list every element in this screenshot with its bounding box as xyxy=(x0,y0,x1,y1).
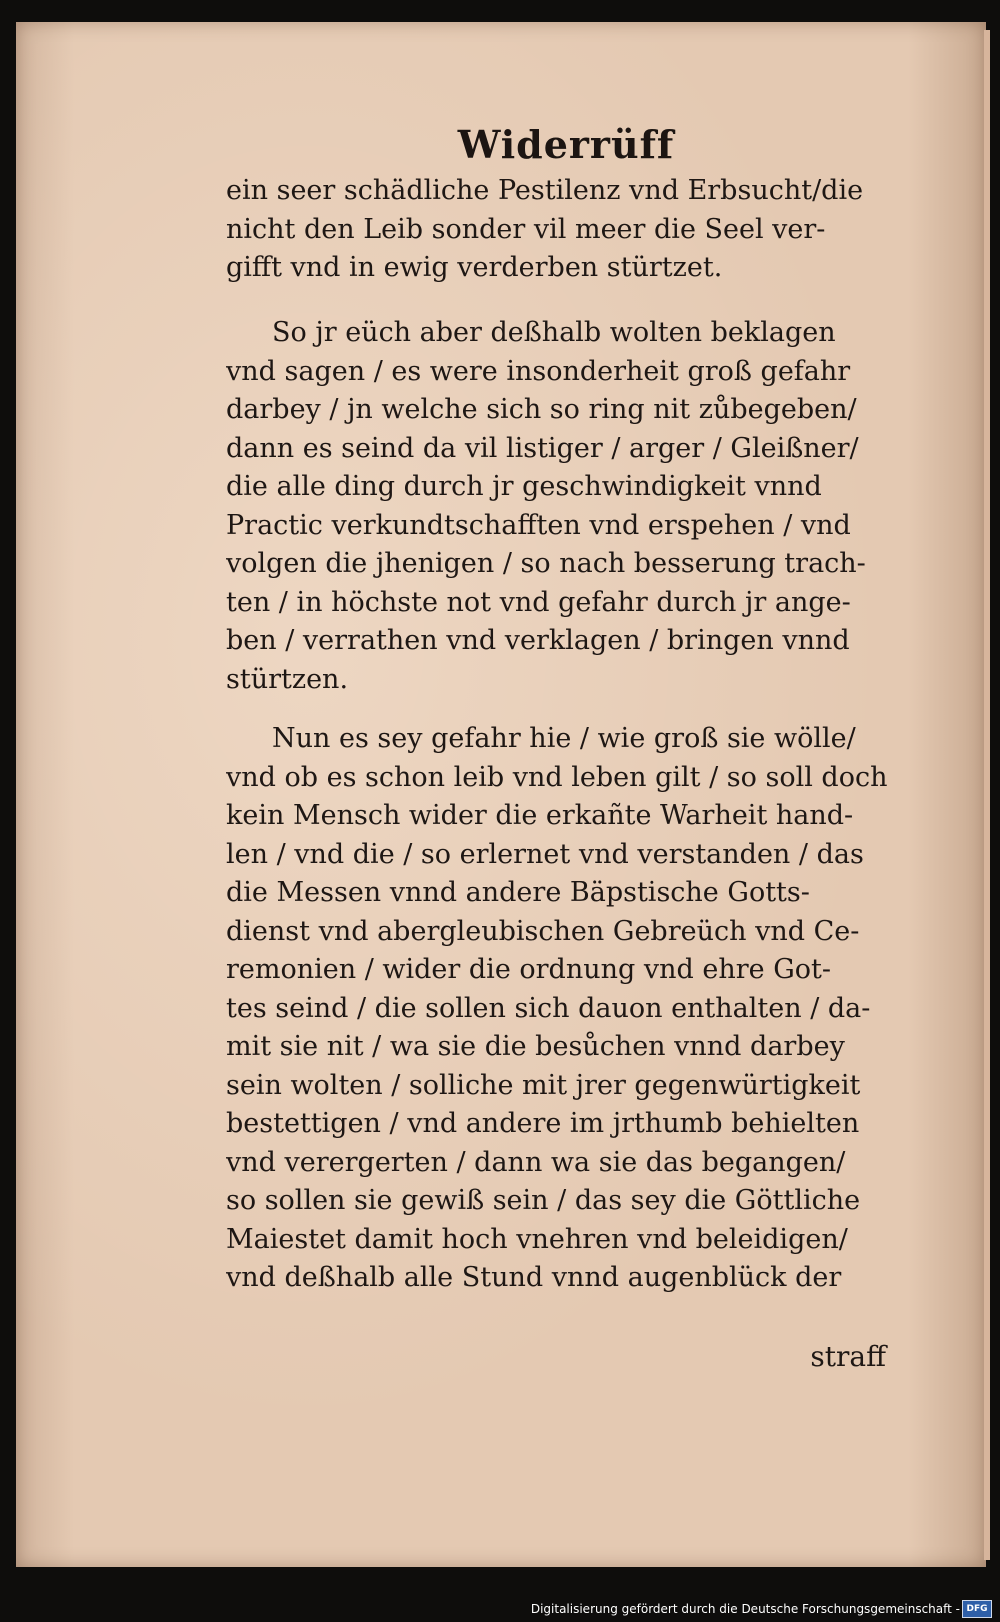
running-head: Widerrüff xyxy=(457,122,675,167)
text-line: len / vnd die / so erlernet vnd verstanden / das xyxy=(226,838,864,870)
text-line: Practic verkundtschafften vnd erspehen / vnd xyxy=(226,509,851,541)
text-line: darbey / jn welche sich so ring nit zůbegeben/ xyxy=(226,394,857,425)
text-line: vnd deßhalb alle Stund vnnd augenblück der xyxy=(226,1262,842,1293)
text-line: vnd verergerten / dann wa sie das begangen/ xyxy=(226,1146,846,1178)
text-line: mit sie nit / wa sie die besůchen vnnd darbey xyxy=(226,1031,845,1062)
footer-bar xyxy=(0,1590,1000,1622)
digitization-credit: Digitalisierung gefördert durch die Deutsche Forschungsgemeinschaft - xyxy=(530,1602,960,1616)
text-line: gifft vnd in ewig verderben stürtzet. xyxy=(226,252,723,283)
paragraph-1 xyxy=(226,172,938,288)
catchword: straff xyxy=(810,1340,886,1373)
text-line: So jr eüch aber deßhalb wolten beklagen xyxy=(272,317,836,348)
text-line: ten / in höchste not vnd gefahr durch jr ange- xyxy=(226,586,851,618)
book-page xyxy=(16,22,986,1567)
text-line: bestettigen / vnd andere im jrthumb behielten xyxy=(226,1108,860,1139)
text-line: die Messen vnnd andere Bäpstische Gotts- xyxy=(226,877,810,908)
page-edge xyxy=(984,30,990,1560)
dfg-logo-icon: DFG xyxy=(962,1600,992,1618)
text-line: ein seer schädliche Pestilenz vnd Erbsucht/die xyxy=(226,175,864,206)
text-line: Nun es sey gefahr hie / wie groß sie wölle/ xyxy=(272,723,856,754)
text-line: remonien / wider die ordnung vnd ehre Got- xyxy=(226,954,831,985)
text-line: Maiestet damit hoch vnehren vnd beleidigen/ xyxy=(226,1223,848,1255)
text-line: volgen die jhenigen / so nach besserung trach- xyxy=(226,548,866,579)
paragraph-2 xyxy=(226,314,938,699)
text-line: dann es seind da vil listiger / arger / Gleißner/ xyxy=(226,432,859,464)
text-line: dienst vnd abergleubischen Gebreüch vnd Ce- xyxy=(226,915,860,947)
text-line: so sollen sie gewiß sein / das sey die Göttliche xyxy=(226,1185,861,1216)
text-line: kein Mensch wider die erkañte Warheit hand- xyxy=(226,800,854,831)
text-line: sein wolten / solliche mit jrer gegenwürtigkeit xyxy=(226,1069,861,1101)
text-line: die alle ding durch jr geschwindigkeit vnnd xyxy=(226,471,822,502)
text-line: ben / verrathen vnd verklagen / bringen vnnd xyxy=(226,625,850,656)
paragraph-3 xyxy=(226,720,938,1298)
text-line: vnd sagen / es were insonderheit groß gefahr xyxy=(226,355,851,387)
text-line: vnd ob es schon leib vnd leben gilt / so soll doch xyxy=(226,761,888,793)
text-line: tes seind / die sollen sich dauon enthalten / da- xyxy=(226,992,871,1024)
text-line: nicht den Leib sonder vil meer die Seel ver- xyxy=(226,213,826,245)
text-line: stürtzen. xyxy=(226,663,349,695)
